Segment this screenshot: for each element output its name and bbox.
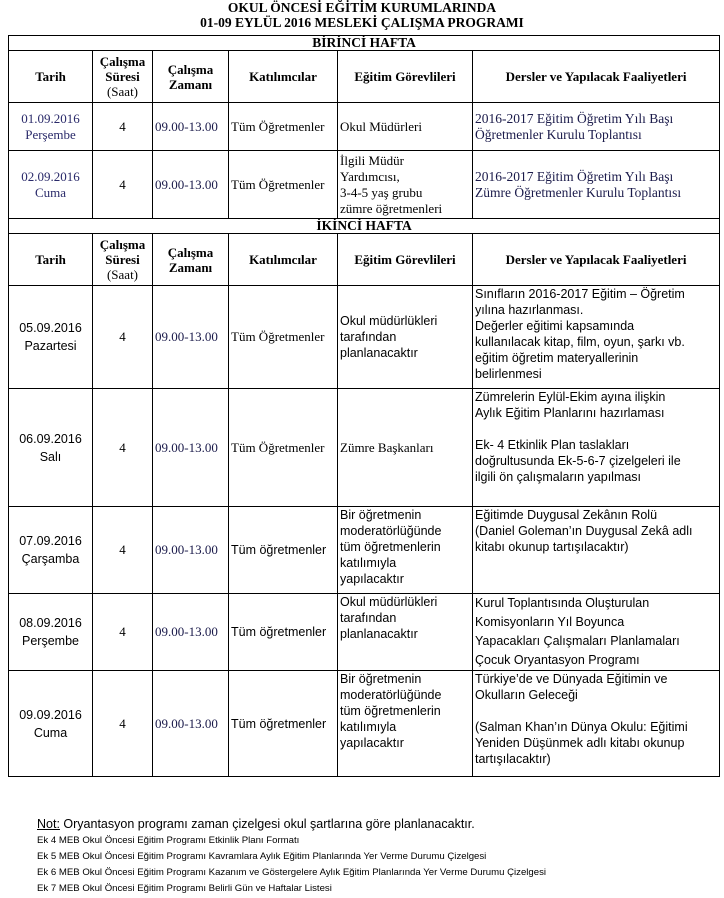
participants-cell: Tüm öğretmenler (229, 671, 338, 777)
activity-line: eğitim öğretim materyallerinin (475, 351, 639, 365)
instructors-cell (338, 507, 473, 594)
instructor-line: Bir öğretmenin (340, 672, 422, 686)
schedule-row (9, 594, 720, 671)
date-cell (9, 286, 93, 389)
week2-header-row (9, 234, 720, 286)
note-label: Not: (37, 817, 60, 831)
ek-line: Ek 5 MEB Okul Öncesi Eğitim Programı Kavramlara Aylık Eğitim Planlarında Yer Verme Durumu Çizelgesi (37, 851, 487, 862)
activity-line: kitabı okunup tartışılacaktır) (475, 540, 629, 554)
participants-cell: Tüm öğretmenler (229, 507, 338, 594)
week1-header-row (9, 51, 720, 103)
instructor-line: tarafından (340, 611, 397, 625)
activity-line: Eğitimde Duygusal Zekânın Rolü (475, 508, 658, 522)
day-value: Cuma (34, 184, 67, 200)
duration-cell: 4 (93, 286, 153, 389)
time-cell: 09.00-13.00 (153, 151, 229, 219)
instructor-line: moderatörlüğünde (340, 688, 442, 702)
date-cell (9, 151, 93, 219)
header-sure-line3: (Saat) (106, 267, 139, 282)
week2-title: İKİNCİ HAFTA (9, 219, 720, 234)
duration-cell: 4 (93, 507, 153, 594)
duration-cell: 4 (93, 671, 153, 777)
header-zaman-line1: Çalışma (167, 61, 214, 77)
activity-line: Zümrelerin Eylül-Ekim ayına ilişkin (475, 390, 666, 404)
time-cell: 09.00-13.00 (153, 103, 229, 151)
ek-line: Ek 7 MEB Okul Öncesi Eğitim Programı Belirli Gün ve Haftalar Listesi (37, 883, 332, 894)
duration-cell: 4 (93, 103, 153, 151)
activity-line: Yapacakları Çalışmaları Planlamaları (475, 634, 680, 648)
ek-line: Ek 4 MEB Okul Öncesi Eğitim Programı Etkinlik Planı Formatı (37, 835, 300, 846)
activity-line: 2016-2017 Eğitim Öğretim Yılı Başı (475, 110, 674, 126)
instructors-cell (338, 671, 473, 777)
instructor-line: planlanacaktır (340, 346, 418, 360)
instructor-line: İlgili Müdür (340, 152, 404, 168)
header-zaman-line2: Zamanı (168, 76, 213, 92)
duration-cell: 4 (93, 151, 153, 219)
activity-line: Değerler eğitimi kapsamında (475, 319, 635, 333)
header-sure-line3: (Saat) (106, 84, 139, 99)
header-calisma-suresi (93, 234, 153, 286)
date-cell (9, 389, 93, 507)
participants-cell: Tüm Öğretmenler (229, 389, 338, 507)
day-value: Çarşamba (21, 552, 80, 566)
activity-line: Sınıfların 2016-2017 Eğitim – Öğretim (475, 287, 685, 301)
note-text: Oryantasyon programı zaman çizelgesi okul şartlarına göre planlanacaktır. (59, 817, 475, 831)
activity-line: Kurul Toplantısında Oluşturulan (475, 596, 650, 610)
instructors-cell (338, 103, 473, 151)
activity-line: kullanılacak kitap, film, oyun, şarkı vb. (475, 335, 685, 349)
instructor-line: yapılacaktır (340, 572, 404, 586)
header-zaman-line2: Zamanı (168, 259, 213, 275)
instructor-line: tarafından (340, 330, 397, 344)
instructor-line: Okul Müdürleri (340, 118, 422, 134)
day-value: Cuma (33, 725, 68, 740)
header-calisma-suresi (93, 51, 153, 103)
activity-line: 2016-2017 Eğitim Öğretim Yılı Başı (475, 168, 674, 184)
activities-cell (473, 151, 720, 219)
time-cell: 09.00-13.00 (153, 389, 229, 507)
header-katilimcilar: Katılımcılar (229, 51, 338, 103)
date-value: 07.09.2016 (19, 534, 82, 548)
header-egitim-gorevlileri: Eğitim Görevlileri (338, 51, 473, 103)
instructors-cell (338, 389, 473, 507)
activity-line: tartışılacaktır) (475, 752, 551, 766)
week1-title: BİRİNCİ HAFTA (9, 36, 720, 51)
instructor-line: planlanacaktır (340, 627, 418, 641)
day-value: Salı (39, 449, 62, 464)
date-value: 06.09.2016 (19, 431, 82, 446)
schedule-row (9, 389, 720, 507)
schedule-row (9, 671, 720, 777)
header-tarih: Tarih (9, 234, 93, 286)
activity-line: Zümre Öğretmenler Kurulu Toplantısı (475, 184, 682, 200)
header-sure-line2: Süresi (105, 69, 140, 84)
activities-cell (473, 389, 720, 507)
date-cell (9, 671, 93, 777)
time-cell: 09.00-13.00 (153, 286, 229, 389)
instructor-line: Okul müdürlükleri (340, 595, 438, 609)
instructors-cell (338, 151, 473, 219)
duration-cell: 4 (93, 389, 153, 507)
date-cell (9, 103, 93, 151)
schedule-row (9, 286, 720, 389)
note-line (37, 815, 546, 833)
header-egitim-gorevlileri: Eğitim Görevlileri (338, 234, 473, 286)
activity-line: (Salman Khan’ın Dünya Okulu: Eğitimi (475, 720, 688, 734)
date-cell (9, 507, 93, 594)
date-value: 08.09.2016 (19, 616, 82, 630)
activity-line: Öğretmenler Kurulu Toplantısı (475, 126, 642, 142)
activities-cell (473, 594, 720, 671)
date-cell (9, 594, 93, 671)
instructor-line: katılımıyla (340, 720, 397, 734)
activities-cell (473, 507, 720, 594)
instructor-line: Zümre Başkanları (340, 439, 434, 455)
activity-line: Türkiye’de ve Dünyada Eğitimin ve (475, 672, 668, 686)
activity-line: doğrultusunda Ek-5-6-7 çizelgeleri ile (475, 454, 681, 468)
activities-cell (473, 103, 720, 151)
header-dersler: Dersler ve Yapılacak Faaliyetleri (473, 234, 720, 286)
notes-section (37, 815, 546, 897)
header-katilimcilar: Katılımcılar (229, 234, 338, 286)
activity-line: Okulların Geleceği (475, 688, 578, 702)
header-sure-line1: Çalışma (99, 54, 146, 69)
instructor-line: tüm öğretmenlerin (340, 704, 441, 718)
activity-line: Yeniden Düşünmek adlı kitabı okunup (475, 736, 685, 750)
instructor-line: Okul müdürlükleri (340, 314, 438, 328)
ek-list (37, 833, 546, 897)
instructors-cell (338, 286, 473, 389)
document-title-line1: OKUL ÖNCESİ EĞİTİM KURUMLARINDA (227, 0, 497, 15)
header-calisma-zamani (153, 234, 229, 286)
document-title-line2: 01-09 EYLÜL 2016 MESLEKİ ÇALIŞMA PROGRAMI (200, 15, 524, 30)
participants-cell: Tüm Öğretmenler (229, 151, 338, 219)
activities-cell (473, 286, 720, 389)
activity-line: Aylık Eğitim Planlarını hazırlaması (475, 406, 665, 420)
schedule-table (8, 35, 720, 777)
header-tarih: Tarih (9, 51, 93, 103)
activity-line: Çocuk Oryantasyon Programı (475, 653, 640, 667)
activity-line: yılına hazırlanması. (475, 303, 584, 317)
schedule-row (9, 151, 720, 219)
day-value: Pazartesi (24, 339, 77, 353)
activity-line: ilgili ön çalışmaların yapılması (475, 470, 642, 484)
participants-cell: Tüm Öğretmenler (229, 286, 338, 389)
header-sure-line1: Çalışma (99, 237, 146, 252)
header-sure-line2: Süresi (105, 252, 140, 267)
instructor-line: katılımıyla (340, 556, 397, 570)
ek-line: Ek 6 MEB Okul Öncesi Eğitim Programı Kazanım ve Göstergelere Aylık Eğitim Planlarında Yer Verme Durumu Çizelgesi (37, 867, 547, 878)
instructor-line: moderatörlüğünde (340, 524, 442, 538)
schedule-row (9, 103, 720, 151)
date-value: 05.09.2016 (19, 321, 82, 335)
date-value: 09.09.2016 (19, 707, 82, 722)
activity-line (475, 703, 717, 719)
instructor-line: tüm öğretmenlerin (340, 540, 441, 554)
activity-line: belirlenmesi (475, 367, 542, 381)
participants-cell: Tüm öğretmenler (229, 594, 338, 671)
time-cell: 09.00-13.00 (153, 594, 229, 671)
participants-cell: Tüm Öğretmenler (229, 103, 338, 151)
activity-line: Ek- 4 Etkinlik Plan taslakları (475, 438, 630, 452)
activities-cell (473, 671, 720, 777)
time-cell: 09.00-13.00 (153, 671, 229, 777)
activity-line: (Daniel Goleman’ın Duygusal Zekâ adlı (475, 524, 693, 538)
schedule-body (9, 36, 720, 777)
instructor-line: Bir öğretmenin (340, 508, 422, 522)
schedule-row (9, 507, 720, 594)
header-calisma-zamani (153, 51, 229, 103)
date-value: 01.09.2016 (21, 110, 80, 126)
instructor-line: 3-4-5 yaş grubu (340, 184, 423, 200)
instructor-line: Yardımcısı, (340, 168, 400, 184)
instructors-cell (338, 594, 473, 671)
day-value: Perşembe (22, 634, 79, 648)
activity-line: Komisyonların Yıl Boyunca (475, 615, 625, 629)
day-value: Perşembe (25, 126, 76, 142)
duration-cell: 4 (93, 594, 153, 671)
instructor-line: zümre öğretmenleri (340, 200, 443, 216)
header-dersler: Dersler ve Yapılacak Faaliyetleri (473, 51, 720, 103)
activity-line (475, 421, 717, 437)
date-value: 02.09.2016 (21, 168, 80, 184)
instructor-line: yapılacaktır (340, 736, 404, 750)
time-cell: 09.00-13.00 (153, 507, 229, 594)
header-zaman-line1: Çalışma (167, 244, 214, 260)
